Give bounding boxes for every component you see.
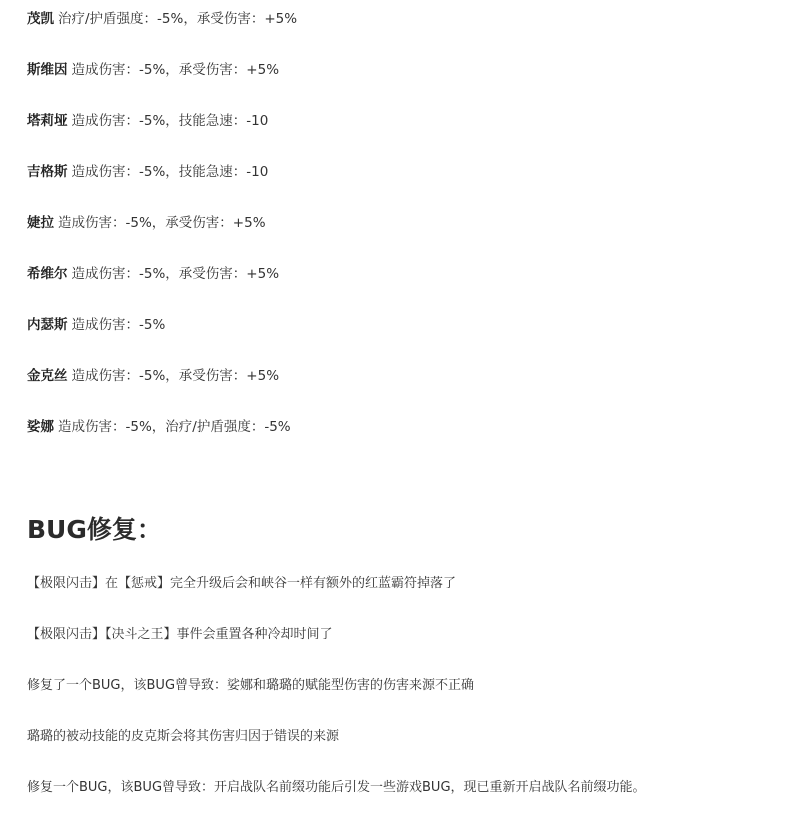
- champion-change-line: [27, 60, 279, 80]
- champion-change-line: [27, 366, 279, 386]
- bugfix-item: 【极限闪击】【决斗之王】事件会重置各种冷却时间了: [27, 627, 333, 642]
- bugfix-item: 【极限闪击】在【惩戒】完全升级后会和峡谷一样有额外的红蓝霸符掉落了: [27, 576, 457, 591]
- champion-change-text: 造成伤害：-5%: [71, 317, 166, 333]
- champion-change-line: [27, 162, 268, 182]
- bugfix-heading: BUG修复：: [27, 515, 162, 544]
- champion-change-text: 造成伤害：-5%，承受伤害：+5%: [58, 215, 266, 231]
- champion-name: 茂凯: [27, 11, 54, 27]
- champion-change-line: [27, 264, 279, 284]
- champion-change-line: [27, 417, 291, 437]
- champion-name: 斯维因: [27, 62, 68, 78]
- champion-name: 塔莉垭: [27, 113, 68, 129]
- champion-change-text: 造成伤害：-5%，承受伤害：+5%: [71, 266, 280, 282]
- champion-change-text: 造成伤害：-5%，治疗/护盾强度：-5%: [58, 419, 291, 435]
- champion-change-line: [27, 315, 165, 335]
- champion-change-text: 造成伤害：-5%，承受伤害：+5%: [71, 62, 280, 78]
- champion-change-line: [27, 213, 266, 233]
- champion-change-text: 治疗/护盾强度：-5%，承受伤害：+5%: [58, 11, 298, 27]
- champion-name: 内瑟斯: [27, 317, 68, 333]
- bugfix-item: 修复一个BUG，该BUG曾导致：开启战队名前缀功能后引发一些游戏BUG，现已重新开启战队名前缀功能。: [27, 780, 646, 795]
- champion-name: 希维尔: [27, 266, 68, 282]
- bugfix-item: 修复了一个BUG，该BUG曾导致：娑娜和璐璐的赋能型伤害的伤害来源不正确: [27, 678, 475, 693]
- bugfix-item: 璐璐的被动技能的皮克斯会将其伤害归因于错误的来源: [27, 729, 340, 744]
- champion-change-text: 造成伤害：-5%，承受伤害：+5%: [71, 368, 280, 384]
- champion-name: 金克丝: [27, 368, 68, 384]
- champion-change-line: [27, 111, 268, 131]
- champion-name: 吉格斯: [27, 164, 68, 180]
- champion-name: 婕拉: [27, 215, 54, 231]
- champion-change-line: [27, 9, 297, 29]
- champion-change-text: 造成伤害：-5%，技能急速：-10: [71, 113, 269, 129]
- champion-change-text: 造成伤害：-5%，技能急速：-10: [71, 164, 269, 180]
- champion-name: 娑娜: [27, 419, 54, 435]
